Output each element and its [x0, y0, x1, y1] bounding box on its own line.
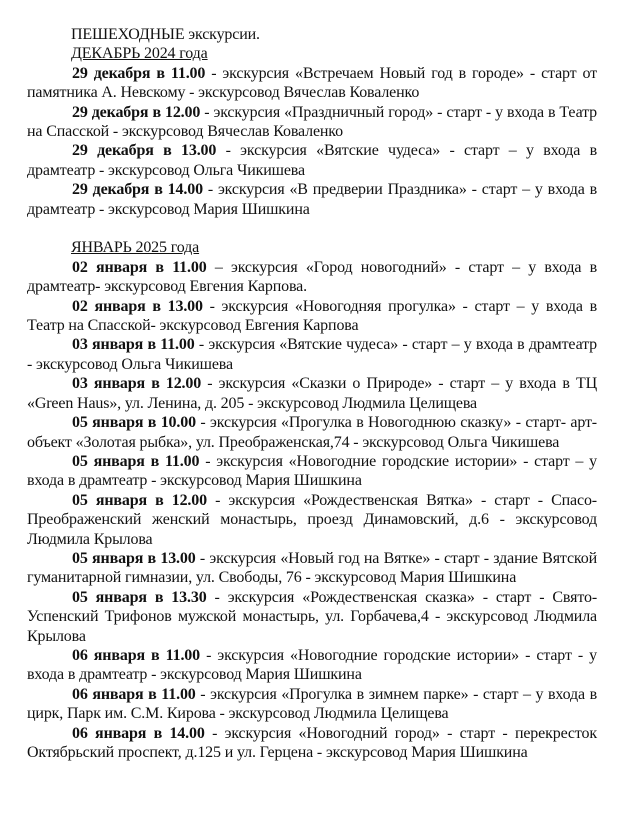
tour-description: - экскурсия «Новогодняя прогулка» - старт – у входа в Театр на Спасской- экскурсовод Евгения Карпова: [27, 297, 597, 335]
tour-entry: [27, 297, 597, 336]
section-heading: [27, 44, 597, 63]
tour-description: - экскурсия «Встречаем Новый год в городе» - старт от памятника А. Невскому - экскурсовод Вячеслав Коваленко: [27, 64, 597, 102]
tour-entry: [27, 588, 597, 646]
spacer: [27, 219, 597, 238]
document: [27, 25, 597, 762]
tour-date: 29 декабря в 11.00: [72, 64, 206, 82]
tour-entry: [27, 374, 597, 413]
tour-date: 29 декабря в 13.00: [72, 142, 217, 160]
tour-entry: [27, 335, 597, 374]
tour-description: - экскурсия «Сказки о Природе» - старт – у входа в ТЦ «Green Haus», ул. Ленина, д. 205 - экскурсовод Людмила Целищева: [27, 375, 597, 412]
tour-entry: [27, 646, 597, 685]
tour-entry: [27, 141, 597, 180]
month-heading: ДЕКАБРЬ 2024 года: [71, 45, 208, 63]
tour-date: 06 января в 11.00: [72, 646, 200, 664]
tour-description: - экскурсия «Прогулка в Новогоднюю сказку» - старт- арт-объект «Золотая рыбка», ул. Преображенская,74 - экскурсовод Ольга Чикишева: [27, 414, 597, 451]
tour-date: 02 января в 11.00: [72, 258, 207, 276]
tour-description: – экскурсия «Город новогодний» - старт – у входа в драмтеатр- экскурсовод Евгения Карпова.: [27, 258, 598, 296]
tour-description: - экскурсия «Вятские чудеса» - старт – у входа в драмтеатр - экскурсовод Ольга Чикишева: [27, 336, 597, 373]
tour-description: - экскурсия «Прогулка в зимнем парке» - старт – у входа в цирк, Парк им. С.М. Кирова - экскурсовод Людмила Целищева: [27, 685, 597, 723]
tour-description: - экскурсия «Вятские чудеса» - старт – у входа в драмтеатр - экскурсовод Ольга Чикишева: [27, 142, 598, 179]
tour-date: 29 декабря в 14.00: [72, 181, 203, 199]
tour-entry: [27, 549, 597, 588]
sections: [27, 44, 597, 762]
section-heading: [27, 238, 597, 257]
tour-entry: [27, 64, 597, 103]
tour-date: 06 января в 14.00: [72, 724, 205, 742]
tour-date: 05 января в 10.00: [72, 414, 196, 432]
tour-date: 03 января в 11.00: [72, 336, 195, 354]
tour-description: - экскурсия «Новогодние городские истории» - старт – у входа в драмтеатр - экскурсовод Мария Шишкина: [27, 452, 597, 490]
tour-date: 05 января в 11.00: [72, 452, 200, 470]
tour-entry: [27, 685, 597, 724]
tour-entry: [27, 103, 597, 142]
tour-entry: [27, 724, 597, 763]
tour-description: - экскурсия «Рождественская Вятка» - старт - Спасо-Преображенский женский монастырь, проезд Динамовский, д.6 - экскурсовод Людмила Крылова: [27, 491, 597, 548]
tour-date: 05 января в 13.00: [72, 549, 196, 567]
tour-description: - экскурсия «В предверии Праздника» - старт – у входа в драмтеатр - экскурсовод Мария Шишкина: [27, 181, 597, 218]
tour-description: - экскурсия «Новый год на Вятке» - старт - здание Вятской гуманитарной гимназии, ул. Свободы, 76 - экскурсовод Мария Шишкина: [27, 549, 597, 587]
tour-date: 03 января в 12.00: [72, 375, 202, 393]
tour-entry: [27, 413, 597, 452]
tour-date: 29 декабря в 12.00: [72, 103, 201, 121]
tour-entry: [27, 452, 597, 491]
tour-description: - экскурсия «Праздничный город» - старт - у входа в Театр на Спасской - экскурсовод Вячеслав Коваленко: [27, 103, 597, 141]
tour-description: - экскурсия «Рождественская сказка» - старт - Свято-Успенский Трифонов мужской монастырь, ул. Горбачева,4 - экскурсовод Людмила Крылова: [27, 588, 597, 645]
tour-description: - экскурсия «Новогодний город» - старт - перекресток Октябрьский проспект, д.125 и ул. Герцена - экскурсовод Мария Шишкина: [27, 724, 597, 762]
tour-entry: [27, 258, 597, 297]
document-title: ПЕШЕХОДНЫЕ экскурсии.: [71, 26, 260, 43]
month-heading: ЯНВАРЬ 2025 года: [71, 239, 200, 257]
tour-date: 02 января в 13.00: [72, 297, 203, 315]
tour-entry: [27, 491, 597, 549]
tour-date: 05 января в 12.00: [72, 491, 207, 509]
tour-description: - экскурсия «Новогодние городские истории» - старт - у входа в драмтеатр - экскурсовод Мария Шишкина: [27, 646, 597, 684]
tour-entry: [27, 180, 597, 219]
tour-date: 05 января в 13.30: [72, 588, 207, 606]
tour-date: 06 января в 11.00: [72, 685, 196, 703]
